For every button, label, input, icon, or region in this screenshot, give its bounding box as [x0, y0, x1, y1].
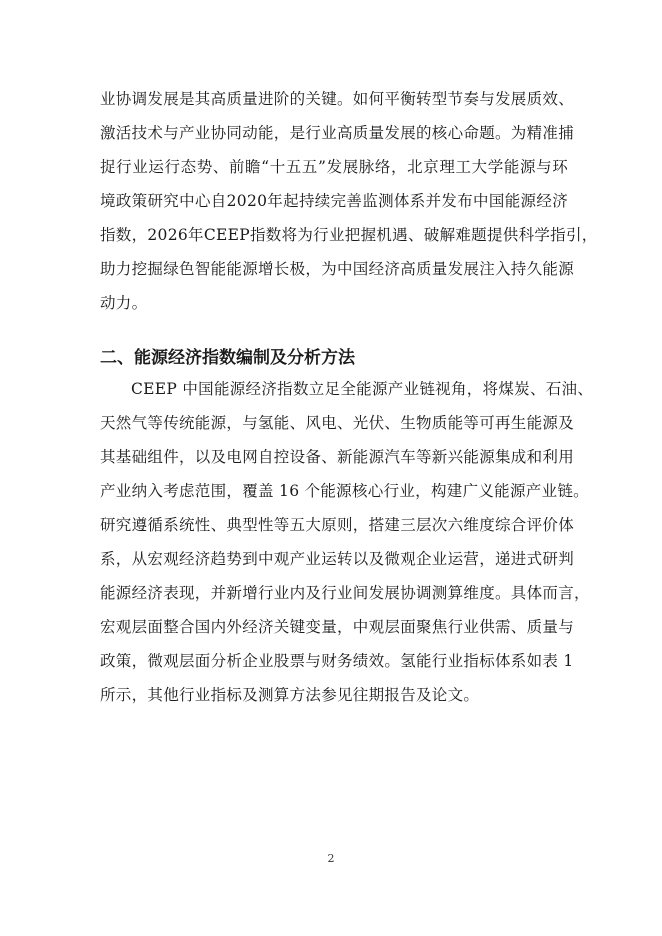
body-paragraph-2 [100, 372, 594, 712]
section-heading: 二、能源经济指数编制及分析方法 [100, 348, 355, 368]
paragraph-line: 产业纳入考虑范围，覆盖 16 个能源核心行业，构建广义能源产业链。 [100, 482, 589, 500]
paragraph-line: 其基础组件，以及电网自控设备、新能源汽车等新兴能源集成和利用 [100, 448, 575, 466]
body-paragraph-1 [100, 82, 598, 320]
paragraph-line: 所示，其他行业指标及测算方法参见往期报告及论文。 [100, 686, 480, 704]
paragraph-line: 系，从宏观经济趋势到中观产业运转以及微观企业运营，递进式研判 [100, 550, 575, 568]
paragraph-line: 捉行业运行态势、前瞻“十五五”发展脉络，北京理工大学能源与环 [100, 158, 568, 176]
paragraph-line: 研究遵循系统性、典型性等五大原则，搭建三层次六维度综合评价体 [100, 516, 575, 534]
paragraph-line: 宏观层面整合国内外经济关键变量，中观层面聚焦行业供需、质量与 [100, 618, 575, 636]
paragraph-line: CEEP 中国能源经济指数立足全能源产业链视角，将煤炭、石油、 [131, 380, 594, 398]
paragraph-line: 业协调发展是其高质量进阶的关键。如何平衡转型节奏与发展质效、 [100, 90, 575, 108]
paragraph-line: 天然气等传统能源，与氢能、风电、光伏、生物质能等可再生能源及 [100, 414, 575, 432]
paragraph-line: 激活技术与产业协同动能，是行业高质量发展的核心命题。为精准捕 [100, 124, 575, 142]
paragraph-line: 助力挖掘绿色智能能源增长极，为中国经济高质量发展注入持久能源 [100, 260, 575, 278]
paragraph-line: 指数，2026年CEEP指数将为行业把握机遇、破解难题提供科学指引， [100, 226, 598, 244]
paragraph-line: 境政策研究中心自2020年起持续完善监测体系并发布中国能源经济 [100, 192, 568, 210]
paragraph-line: 动力。 [100, 294, 148, 312]
paragraph-line: 政策，微观层面分析企业股票与财务绩效。氢能行业指标体系如表 1 [100, 652, 574, 670]
paragraph-line: 能源经济表现，并新增行业内及行业间发展协调测算维度。具体而言， [100, 584, 590, 602]
page-number: 2 [327, 852, 335, 865]
